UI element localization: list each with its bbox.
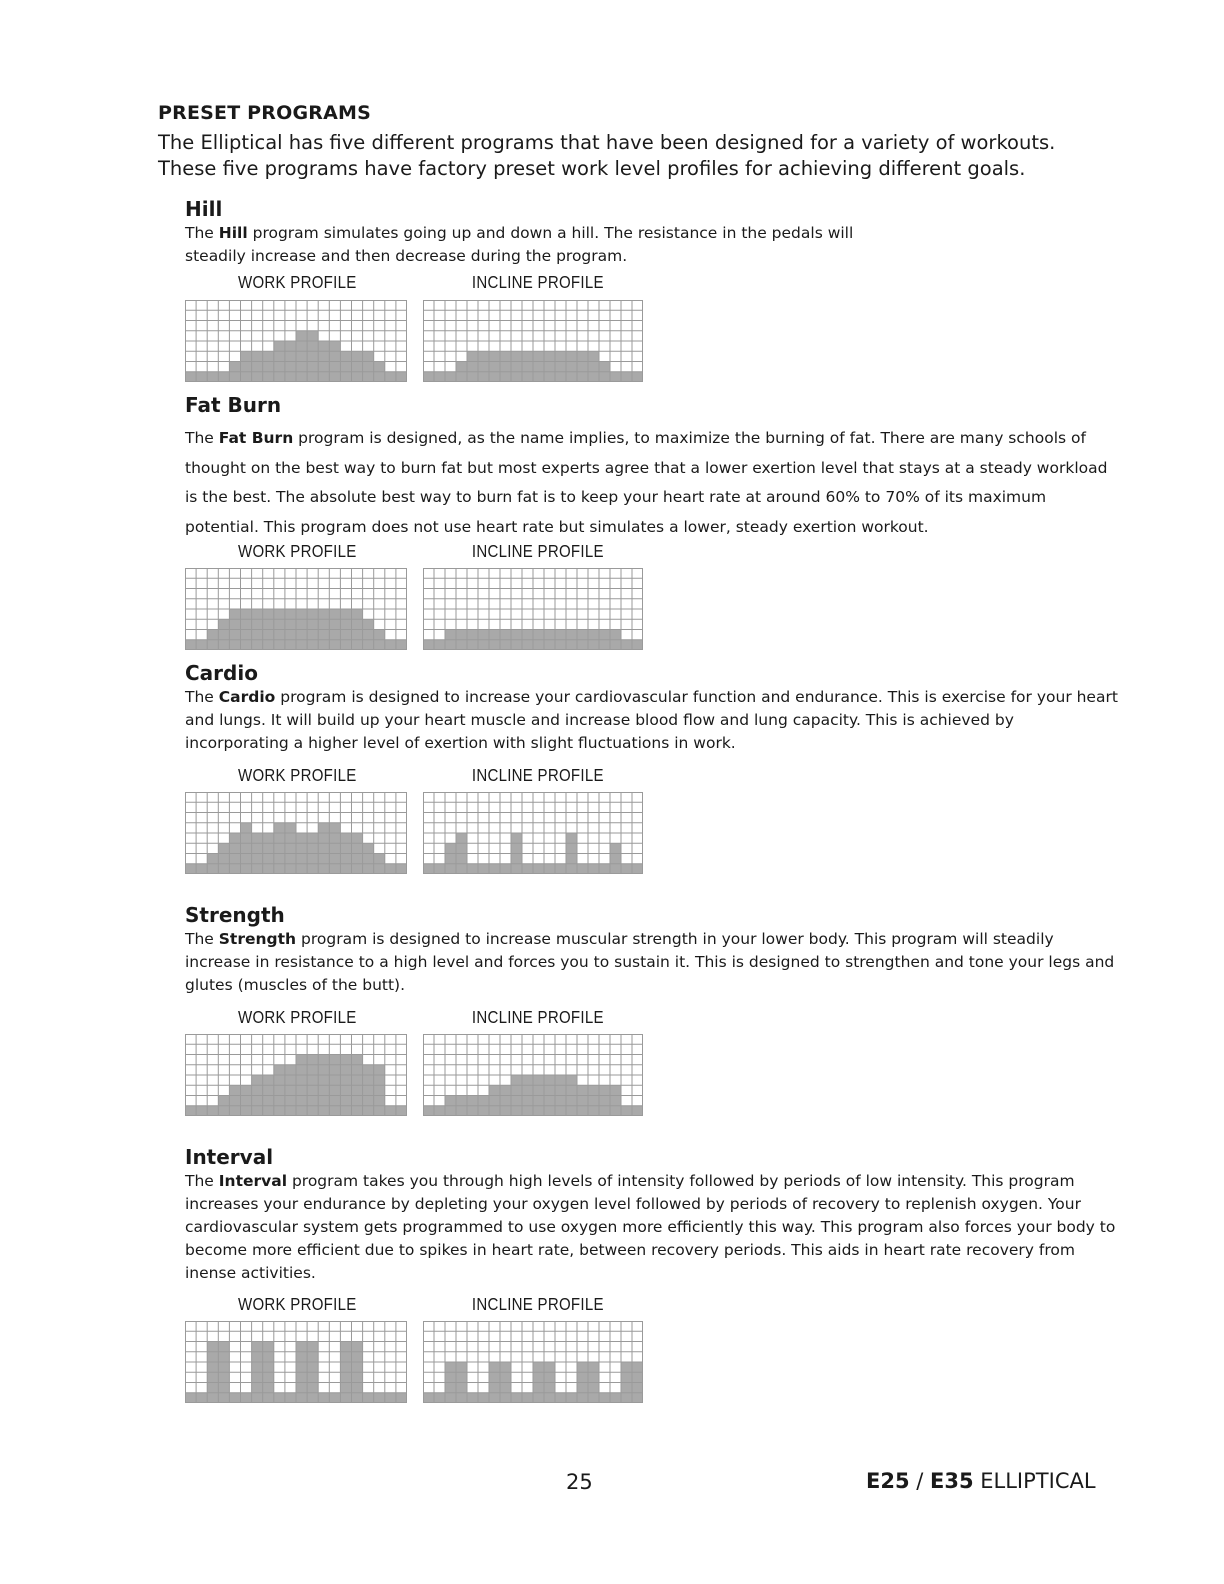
profile-bar [533,351,544,382]
profile-bar [363,1393,374,1403]
profile-bar [285,1065,296,1116]
program-title: Interval [185,1145,274,1169]
profile-bar [318,1393,329,1403]
profile-bar [467,1393,478,1403]
profile-bar [241,823,252,874]
profile-bar [489,1085,500,1116]
program-cardio [185,660,1120,755]
work-profile-label: WORK PROFILE [238,541,357,561]
profile-bar [588,864,599,874]
cardio-work-profile-grid [185,792,407,874]
page-number: 25 [566,1470,593,1494]
profile-bar [423,372,434,382]
profile-bar [599,1393,610,1403]
profile-bar [274,1065,285,1116]
profile-bar [285,1393,296,1403]
profile-bar [363,619,374,650]
program-strength [185,902,1120,997]
profile-bar [385,640,396,650]
profile-bar [307,331,318,382]
profile-bar [632,864,643,874]
profile-bar [363,843,374,874]
profile-bar [610,843,621,874]
product-model: E25 / E35 ELLIPTICAL [866,1469,1096,1493]
profile-bar [434,1393,445,1403]
intro-paragraph [158,130,1118,182]
profile-bar [434,640,445,650]
profile-bar [577,864,588,874]
profile-bar [445,843,456,874]
work-profile-label: WORK PROFILE [238,1294,357,1314]
profile-bar [185,640,196,650]
profile-bar [577,351,588,382]
profile-bar [329,1393,340,1403]
profile-bar [544,864,555,874]
program-interval [185,1144,1120,1285]
profile-bar [423,864,434,874]
profile-bar [274,823,285,874]
profile-bar [500,1085,511,1116]
program-keyword: Cardio [218,688,276,706]
work-profile-label: WORK PROFILE [238,272,357,292]
incline-profile-label: INCLINE PROFILE [471,765,604,785]
profile-bar [555,1393,566,1403]
profile-bar [478,864,489,874]
profile-bar [241,351,252,382]
profile-bar [423,1106,434,1116]
profile-bar [196,1393,207,1403]
profile-bar [500,864,511,874]
profile-bar [396,640,407,650]
incline-profile-label: INCLINE PROFILE [471,272,604,292]
profile-bar [599,1085,610,1116]
profile-bar [352,351,363,382]
profile-bar [621,372,632,382]
profile-bar [296,331,307,382]
program-title: Cardio [185,661,258,685]
work-profile-label: WORK PROFILE [238,765,357,785]
profile-bar [229,1085,240,1116]
profile-bar [185,372,196,382]
interval-incline-profile-grid [423,1321,643,1403]
profile-bar [385,372,396,382]
profile-bar [285,823,296,874]
program-title: Fat Burn [185,393,282,417]
incline-profile-label: INCLINE PROFILE [471,1294,604,1314]
profile-bar [385,1393,396,1403]
cardio-incline-profile-grid [423,792,643,874]
intro-line-1: The Elliptical has five different programs that have been designed for a variety of workouts. [158,131,1056,154]
profile-bar [196,372,207,382]
profile-bar [241,1085,252,1116]
work-profile-label: WORK PROFILE [238,1007,357,1027]
fat-burn-incline-profile-grid [423,568,643,650]
profile-bar [363,351,374,382]
profile-bar [566,351,577,382]
profile-bar [610,372,621,382]
program-description: The Interval program takes you through high levels of intensity followed by periods of low intensity. This program increases your endurance by depleting your oxygen level followed by periods of recovery to replenish oxygen. Your cardiovascular system gets programmed to use oxygen more efficiently this way. This program also forces your body to become more efficient due to spikes in heart rate, between recovery periods. This aids in heart rate recovery from inense activities. [185,1172,1116,1282]
profile-bar [185,1106,196,1116]
hill-incline-profile-grid [423,300,643,382]
profile-bar [385,864,396,874]
program-keyword: Hill [218,224,248,242]
profile-bar [511,1393,522,1403]
profile-bar [340,351,351,382]
profile-bar [207,372,218,382]
profile-bar [632,372,643,382]
profile-bar [621,640,632,650]
profile-bar [329,823,340,874]
profile-bar [577,1085,588,1116]
profile-bar [445,372,456,382]
profile-bar [196,640,207,650]
profile-bar [489,864,500,874]
profile-bar [478,1393,489,1403]
program-fat-burn [185,392,1120,542]
profile-bar [196,864,207,874]
strength-incline-profile-grid [423,1034,643,1116]
profile-bar [396,1393,407,1403]
profile-bar [252,351,263,382]
profile-bar [544,351,555,382]
program-keyword: Fat Burn [218,429,294,447]
profile-bar [467,864,478,874]
profile-bar [196,1106,207,1116]
profile-bar [374,1065,385,1116]
profile-bar [610,1085,621,1116]
profile-bar [229,1393,240,1403]
profile-bar [478,351,489,382]
profile-bar [566,1393,577,1403]
profile-bar [621,1106,632,1116]
profile-bar [241,1393,252,1403]
hill-work-profile-grid [185,300,407,382]
profile-bar [423,640,434,650]
program-title: Hill [185,197,223,221]
profile-bar [522,351,533,382]
profile-bar [533,864,544,874]
profile-bar [632,640,643,650]
profile-bar [434,372,445,382]
program-hill [185,196,1120,268]
profile-bar [363,1065,374,1116]
program-description: The Cardio program is designed to increase your cardiovascular function and endurance. This is exercise for your heart and lungs. It will build up your heart muscle and increase blood flow and lung capacity. This is achieved by incorporating a higher level of exertion with slight fluctuations in work. [185,688,1118,752]
profile-bar [467,351,478,382]
profile-bar [434,1106,445,1116]
program-title: Strength [185,903,285,927]
profile-bar [434,864,445,874]
profile-bar [207,1106,218,1116]
program-description: The Fat Burn program is designed, as the name implies, to maximize the burning of fat. There are many schools of thought on the best way to burn fat but most experts agree that a lower exertion level that stays at a steady workload is the best. The absolute best way to burn fat is to keep your heart rate at around 60% to 70% of its maximum potential. This program does not use heart rate but simulates a lower, steady exertion workout. [185,429,1108,536]
profile-bar [274,1393,285,1403]
strength-work-profile-grid [185,1034,407,1116]
profile-bar [263,351,274,382]
profile-bar [374,1393,385,1403]
profile-bar [396,864,407,874]
profile-bar [218,843,229,874]
intro-line-2: These five programs have factory preset work level profiles for achieving different goals. [158,157,1026,180]
profile-bar [396,372,407,382]
profile-bar [588,351,599,382]
profile-bar [318,823,329,874]
profile-bar [621,864,632,874]
profile-bar [610,1393,621,1403]
profile-bar [522,864,533,874]
profile-bar [423,1393,434,1403]
program-keyword: Interval [218,1172,288,1190]
profile-bar [511,351,522,382]
profile-bar [489,351,500,382]
profile-bar [555,864,566,874]
profile-bar [218,372,229,382]
page-title: PRESET PROGRAMS [158,102,372,124]
profile-bar [385,1106,396,1116]
fat-burn-work-profile-grid [185,568,407,650]
program-description: The Strength program is designed to increase muscular strength in your lower body. This program will steadily increase in resistance to a high level and forces you to sustain it. This is designed to strengthen and tone your legs and glutes (muscles of the butt). [185,930,1115,994]
profile-bar [599,864,610,874]
profile-bar [632,1106,643,1116]
profile-bar [218,619,229,650]
incline-profile-label: INCLINE PROFILE [471,541,604,561]
profile-bar [500,351,511,382]
profile-bar [185,1393,196,1403]
profile-bar [555,351,566,382]
profile-bar [185,864,196,874]
profile-bar [522,1393,533,1403]
incline-profile-label: INCLINE PROFILE [471,1007,604,1027]
profile-bar [396,1106,407,1116]
interval-work-profile-grid [185,1321,407,1403]
program-description: The Hill program simulates going up and down a hill. The resistance in the pedals will steadily increase and then decrease during the program. [185,224,854,265]
program-keyword: Strength [218,930,297,948]
profile-bar [588,1085,599,1116]
